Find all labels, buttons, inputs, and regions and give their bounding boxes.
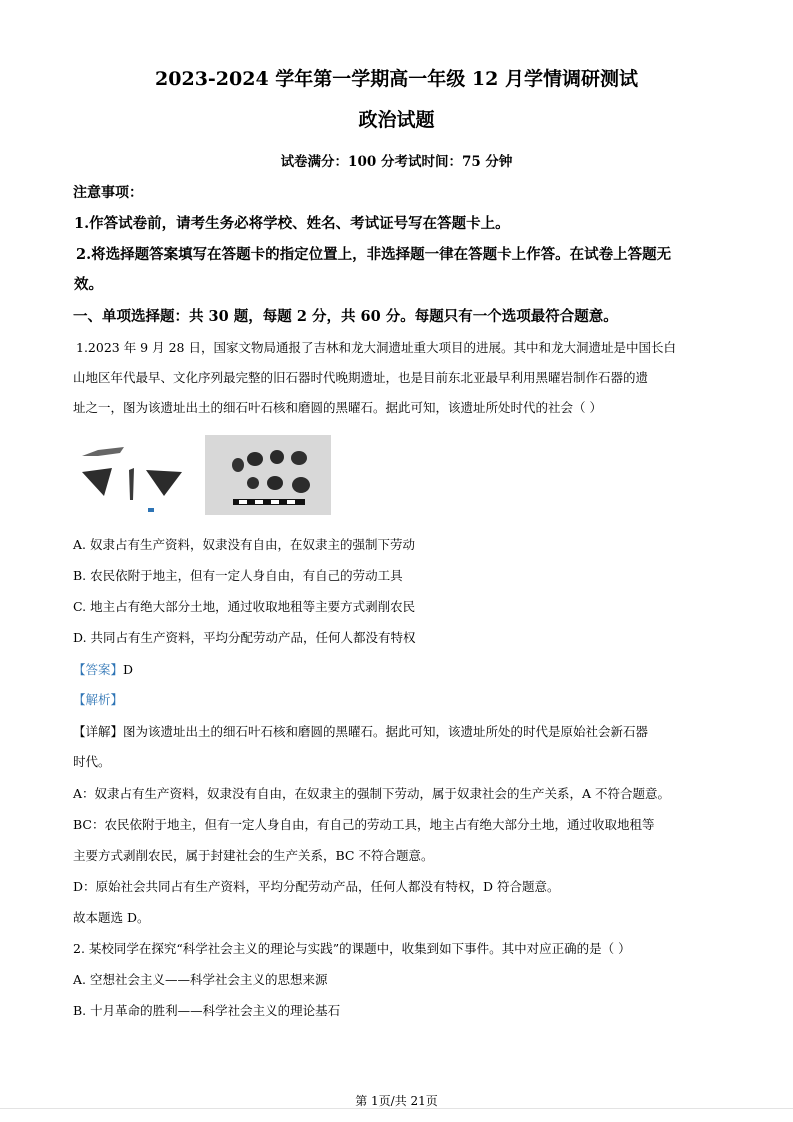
obsidian-pebbles-image	[205, 435, 331, 515]
notice-heading: 注意事项：	[73, 185, 143, 201]
q1-explain-d: D：原始社会共同占有生产资料，平均分配劳动产品，任何人都没有特权，D 符合题意。	[73, 879, 560, 894]
pebble	[247, 452, 263, 466]
analysis-label: 【解析】	[73, 692, 124, 707]
answer-label: 【答案】	[73, 662, 124, 677]
scale-mark	[148, 508, 154, 512]
pebble	[270, 450, 284, 464]
q2-option-a: A. 空想社会主义——科学社会主义的思想来源	[73, 972, 328, 987]
q1-option-d: D. 共同占有生产资料，平均分配劳动产品，任何人都没有特权	[73, 630, 416, 645]
exam-info: 试卷满分：100 分考试时间：75 分钟	[280, 154, 513, 170]
q2-option-b: B. 十月革命的胜利——科学社会主义的理论基石	[73, 1003, 341, 1018]
q1-stem-line-1: 1.2023 年 9 月 28 日，国家文物局通报了吉林和龙大洞遗址重大项目的进展。其中和龙大洞遗址是中国长白	[76, 340, 676, 355]
microblade-core-side	[129, 468, 134, 500]
q1-detail-line-2: 时代。	[73, 754, 111, 769]
notice-item-1: 1.作答试卷前，请考生务必将学校、姓名、考试证号写在答题卡上。	[74, 215, 510, 232]
q1-option-b: B. 农民依附于地主，但有一定人身自由，有自己的劳动工具	[73, 568, 403, 583]
answer-value: D	[123, 662, 134, 677]
pebble	[292, 477, 310, 493]
q1-detail-line-1: 【详解】图为该遗址出土的细石叶石核和磨圆的黑曜石。据此可知，该遗址所处的时代是原始社会新石器	[73, 724, 649, 739]
pebble	[267, 476, 283, 490]
subject-title: 政治试题	[358, 109, 435, 131]
notice-item-2-line-2: 效。	[74, 276, 103, 293]
microblade-core-left	[82, 468, 112, 496]
exam-title: 2023-2024 学年第一学期高一年级 12 月学情调研测试	[155, 68, 638, 90]
q1-explain-bc-line-2: 主要方式剥削农民，属于封建社会的生产关系，BC 不符合题意。	[73, 848, 434, 863]
q1-explain-a: A：奴隶占有生产资料，奴隶没有自由，在奴隶主的强制下劳动，属于奴隶社会的生产关系，A 不符合题意。	[73, 786, 671, 801]
page-number: 第 1页/共 21页	[355, 1094, 438, 1108]
q1-stem-line-3: 址之一，图为该遗址出土的细石叶石核和磨圆的黑曜石。据此可知，该遗址所处时代的社会（ ）	[73, 400, 602, 415]
microblade-core-right	[146, 470, 182, 496]
q1-option-a: A. 奴隶占有生产资料，奴隶没有自由，在奴隶主的强制下劳动	[73, 537, 415, 552]
q1-explain-bc-line-1: BC：农民依附于地主，但有一定人身自由，有自己的劳动工具，地主占有绝大部分土地，通过收取地租等	[73, 817, 655, 832]
q1-stem-line-2: 山地区年代最早、文化序列最完整的旧石器时代晚期遗址，也是目前东北亚最早利用黑曜岩制作石器的遗	[73, 370, 649, 385]
footer-divider	[0, 1108, 793, 1109]
q1-conclusion: 故本题选 D。	[73, 910, 150, 925]
q2-stem: 2. 某校同学在探究“科学社会主义的理论与实践”的课题中，收集到如下事件。其中对应正确的是（ ）	[73, 941, 631, 956]
pebble	[232, 458, 244, 472]
stone-tools-image	[76, 438, 186, 516]
q1-answer	[73, 660, 133, 678]
pebble	[247, 477, 259, 489]
q1-option-c: C. 地主占有绝大部分土地，通过收取地租等主要方式剥削农民	[73, 599, 416, 614]
section-1-heading: 一、单项选择题：共 30 题，每题 2 分，共 60 分。每题只有一个选项最符合题意。	[73, 308, 618, 325]
pebble	[291, 451, 307, 465]
blade-fragment	[82, 447, 124, 456]
notice-item-2-line-1: 2.将选择题答案填写在答题卡的指定位置上，非选择题一律在答题卡上作答。在试卷上答题无	[76, 246, 672, 263]
